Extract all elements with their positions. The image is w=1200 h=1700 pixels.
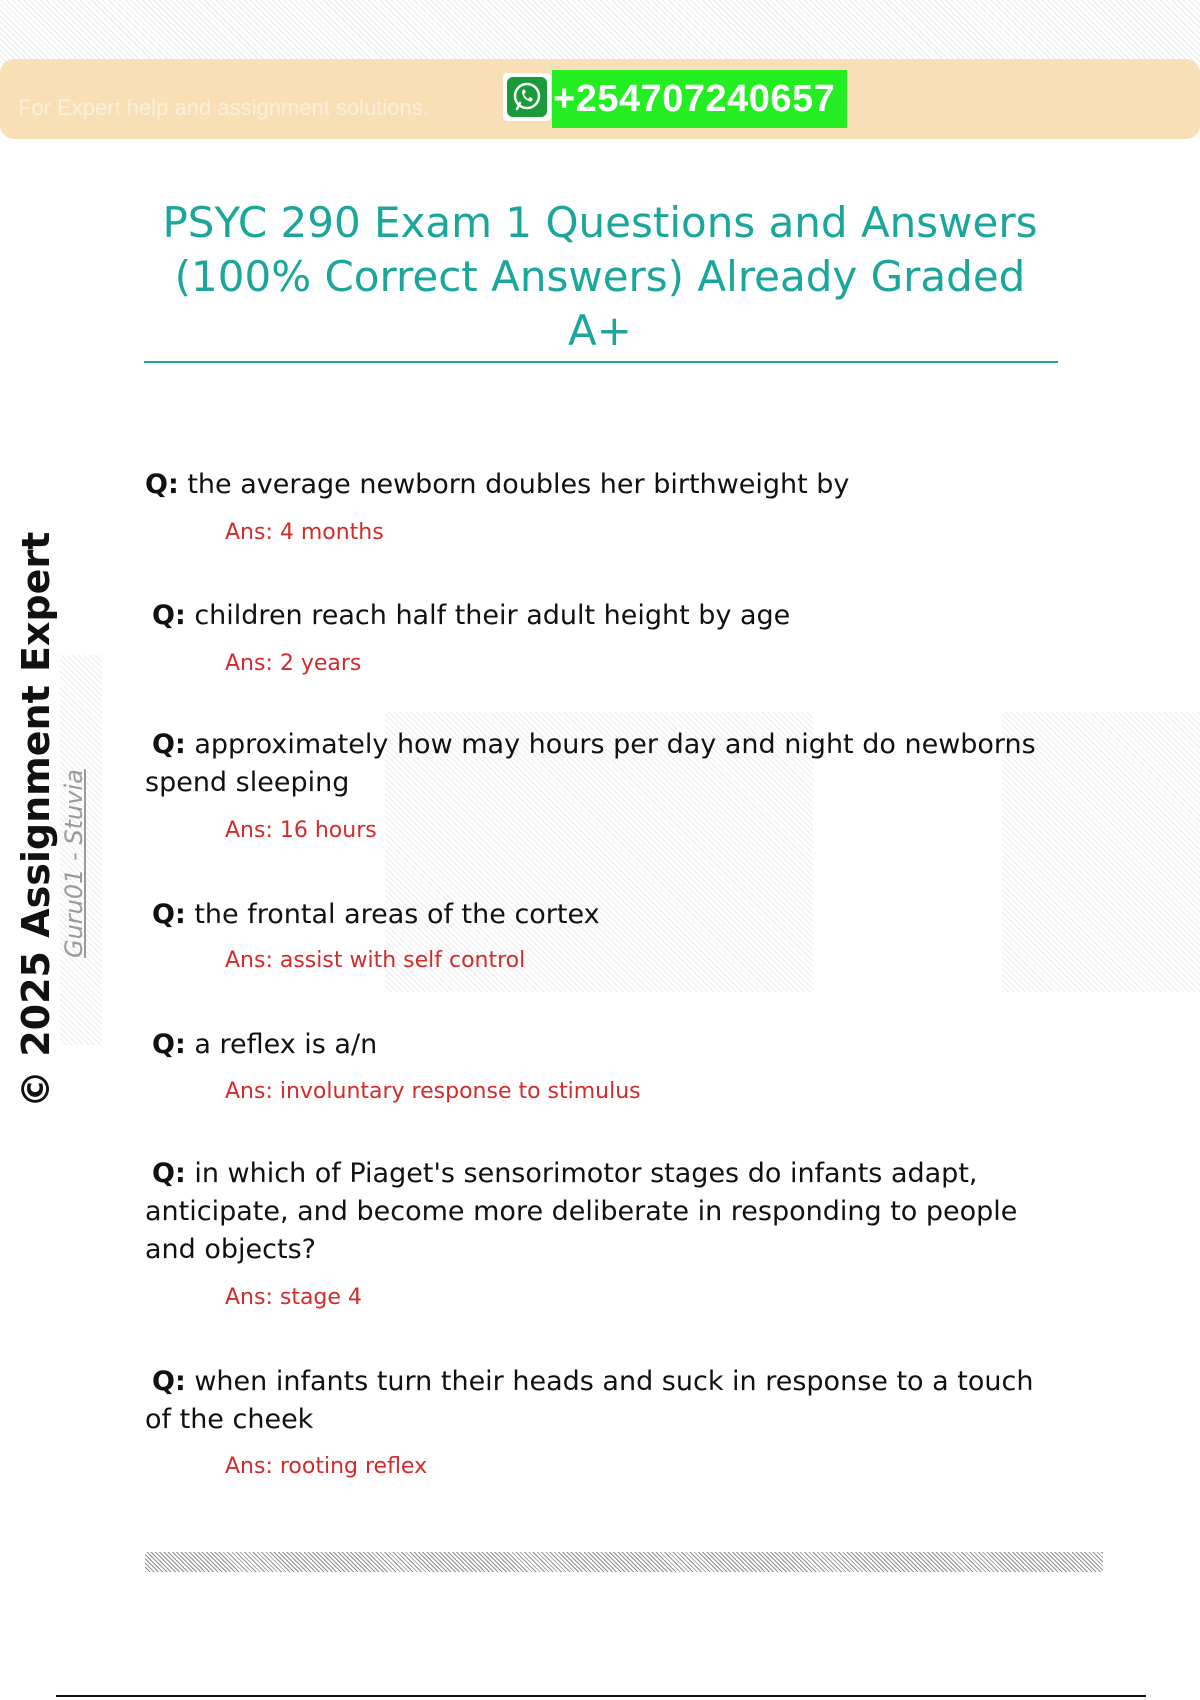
phone-number-link[interactable]: +254707240657 — [553, 78, 836, 120]
question-4 — [152, 896, 1072, 934]
question-prefix: Q: — [152, 600, 186, 631]
answer-1: Ans: 4 months — [225, 520, 384, 545]
title-underline — [144, 361, 1058, 363]
question-prefix: Q: — [152, 1029, 186, 1060]
answer-3: Ans: 16 hours — [225, 818, 377, 843]
question-7 — [145, 1363, 1065, 1439]
bottom-hatch-divider — [145, 1552, 1103, 1572]
whatsapp-icon[interactable] — [503, 73, 551, 121]
stuvia-watermark: Guru01 - Stuvia — [60, 769, 88, 958]
bottom-rule — [56, 1695, 1146, 1697]
question-prefix: Q: — [152, 899, 186, 930]
question-prefix: Q: — [145, 469, 179, 500]
question-5 — [152, 1026, 1072, 1064]
answer-7: Ans: rooting reflex — [225, 1454, 428, 1479]
question-3 — [145, 726, 1065, 802]
answer-4: Ans: assist with self control — [225, 948, 526, 973]
top-hatch-pattern — [0, 0, 1200, 62]
question-text: when infants turn their heads and suck in response to a touch of the cheek — [145, 1366, 1034, 1435]
question-6 — [145, 1155, 1065, 1269]
question-prefix: Q: — [152, 1366, 186, 1397]
question-prefix: Q: — [152, 729, 186, 760]
question-text: children reach half their adult height by age — [185, 600, 791, 631]
answer-5: Ans: involuntary response to stimulus — [225, 1079, 641, 1104]
title-line-3: A+ — [568, 306, 632, 355]
question-text: the frontal areas of the cortex — [185, 899, 600, 930]
question-1 — [145, 466, 1065, 504]
answer-6: Ans: stage 4 — [225, 1285, 362, 1310]
document-title — [145, 196, 1055, 358]
question-text: approximately how may hours per day and night do newborns spend sleeping — [145, 729, 1036, 798]
banner-text: For Expert help and assignment solutions. — [18, 95, 429, 120]
copyright-watermark: © 2025 Assignment Expert — [14, 531, 58, 1108]
question-text: in which of Piaget's sensorimotor stages do infants adapt, anticipate, and become more deliberate in responding to people and objects? — [145, 1158, 1018, 1265]
answer-2: Ans: 2 years — [225, 651, 362, 676]
question-prefix: Q: — [152, 1158, 186, 1189]
title-line-2: (100% Correct Answers) Already Graded — [174, 252, 1026, 301]
title-line-1: PSYC 290 Exam 1 Questions and Answers — [162, 198, 1038, 247]
question-2 — [152, 597, 1072, 635]
question-text: a reflex is a/n — [185, 1029, 378, 1060]
question-text: the average newborn doubles her birthweight by — [178, 469, 850, 500]
